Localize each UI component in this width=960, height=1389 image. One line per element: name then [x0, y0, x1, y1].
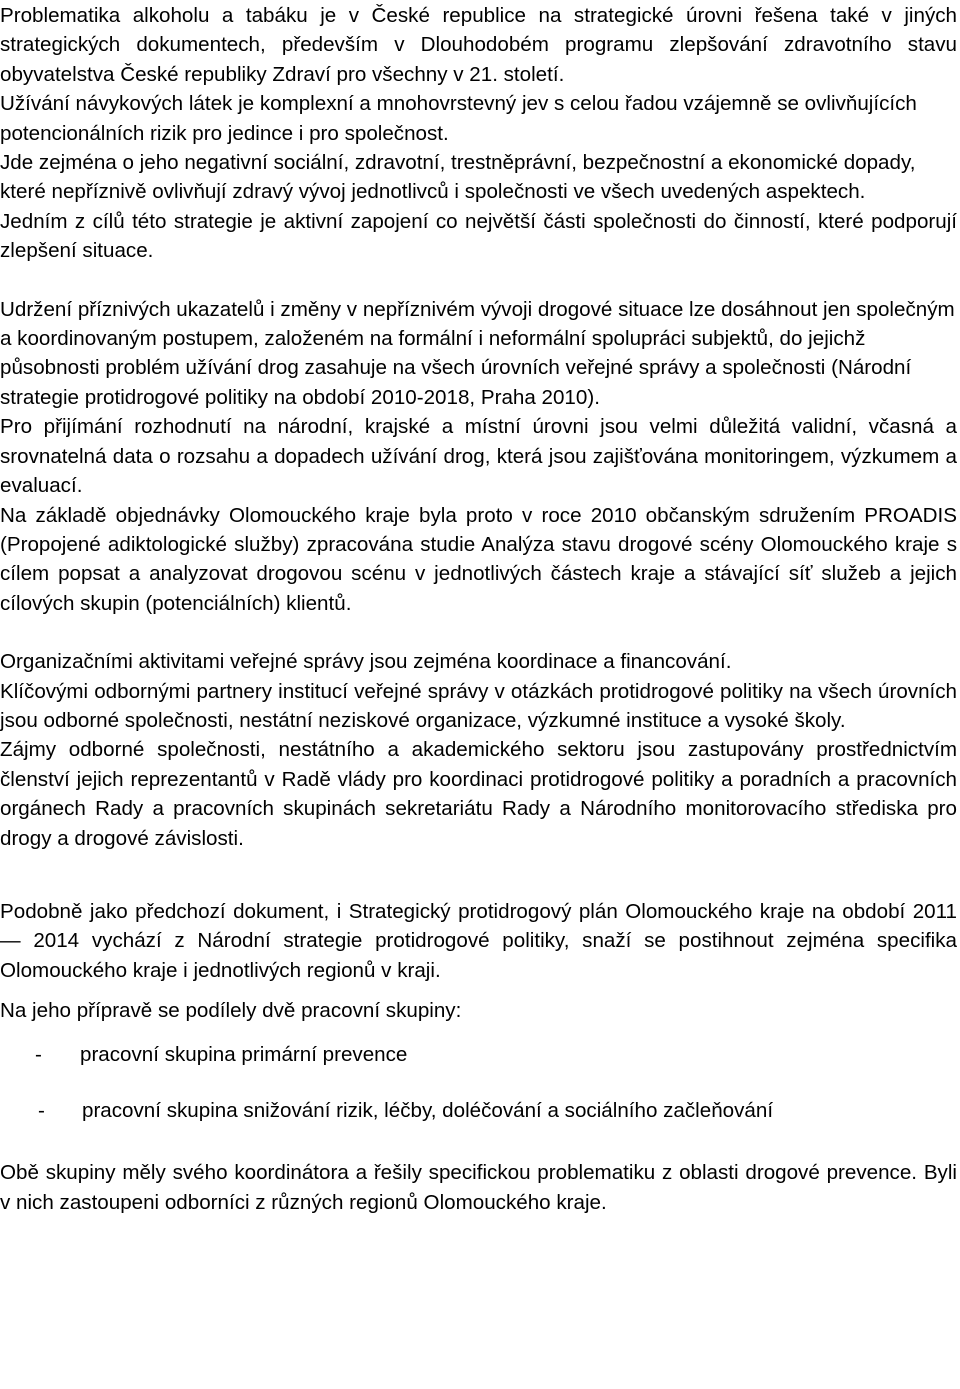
list-item — [0, 1040, 957, 1069]
paragraph-coordinators: Obě skupiny měly svého koordinátora a řešily specificko​u problematiku z oblasti drogové prevence. Byli v nich zastoupeni odborníci z různých regionů Olomouckého kraje. — [0, 1161, 957, 1214]
working-groups-list — [0, 1040, 957, 1126]
list-dash: - — [38, 1099, 45, 1122]
paragraph-decision-data: Pro přijímání rozhodnutí na národní, krajské a místní úrovni jsou velmi důležitá validní, včasná a srovnatelná data o rozsahu a dopadech užívání drog, která jsou zajišťována monitoringem, výzkumem a evaluací. — [0, 415, 957, 498]
list-item-text: pracovní skupina snižování rizik, léčby, doléčování a sociálního začleňování — [82, 1099, 774, 1122]
paragraph-impacts: Jde zejména o jeho negativní sociální, zdravotní, trestněprávní, bezpečnostní a ekonomické dopady, které nepříznivě ovlivňují zdravý vývoj jednotlivců i společnosti ve všech uvedených aspektech. — [0, 151, 916, 204]
paragraph-strategic-plan: Podobně jako předchozí dokument, i Strategický protidrogový plán Olomouckého kraje na období 2011 — 2014 vychází z Národní strategie protidrogové politiky, snaží se postihnout zejména specifika Olomouckého kraje i jednotlivých regionů v kraji. — [0, 899, 957, 982]
list-dash: - — [35, 1042, 42, 1066]
paragraph-alcohol-tobacco: Problematika alkoholu a tabáku je v České republice na strategické úrovni řešena také v jiných strategických dokumentech, především v Dlouhodobém programu zlepšování zdravotního stavu obyvatelstva České republiky Zdraví pro všechny v 21. století. — [0, 4, 957, 86]
list-item — [0, 1096, 957, 1125]
paragraph-proadis-study: Na základě objednávky Olomouckého kraje byla proto v roce 2010 občanským sdružením PROADIS (Propojené adiktologické služby) zpracována studie Analýza stavu drogové scény Olomouckého kraje s cílem popsat a analyzovat drogovou scénu v jednotlivých částech kraje a stávající síť služeb a jejich cílových skupin (potenciálních) klientů. — [0, 503, 957, 615]
paragraph-strategy-goal: Jedním z cílů této strategie je aktivní zapojení co největší části společnosti do činností, které podporují zlepšení situace. — [0, 209, 957, 263]
paragraph-substance-use: Užívání návykových látek je komplexní a mnohovrstevný jev s celou řadou vzájemně se ovlivňujících potencionálních rizik pro jedince i pro společnost. — [0, 92, 917, 145]
paragraph-representation: Zájmy odborné společnosti, nestátního a akademického sektoru jsou zastupovány prostřednictvím členství jejich reprezentantů v Radě vlády pro koordinaci protidrogové politiky a poradních a pracovních orgánech Rady a pracovních skupinách sekretariátu Rady a Národního monitorovacího střediska pro drogy a drogové závislosti. — [0, 738, 957, 850]
paragraph-coordination: Udržení příznivých ukazatelů i změny v nepříznivém vývoji drogové situace lze dosáhnout jen společným a koordinovaným postupem, založeném na formální i neformální spolupráci subjektů, do jejichž působnosti problém užívání drog zasahuje na všech úrovních veřejné správy a společnosti (Národní strategie protidrogové politiky na období 2010-2018, Praha 2010). — [0, 297, 955, 409]
paragraph-organizational-activities: Organizačními aktivitami veřejné správy jsou zejména koordinace a financování. — [0, 650, 732, 674]
paragraph-key-partners: Klíčovými odbornými partnery institucí veřejné správy v otázkách protidrogové politiky na všech úrovních jsou odborné společnosti, nestátní neziskové organizace, výzkumné instituce a vysoké školy. — [0, 679, 957, 732]
paragraph-working-groups-intro: Na jeho přípravě se podílely dvě pracovní skupiny: — [0, 999, 462, 1023]
list-item-text: pracovní skupina primární prevence — [80, 1042, 408, 1066]
